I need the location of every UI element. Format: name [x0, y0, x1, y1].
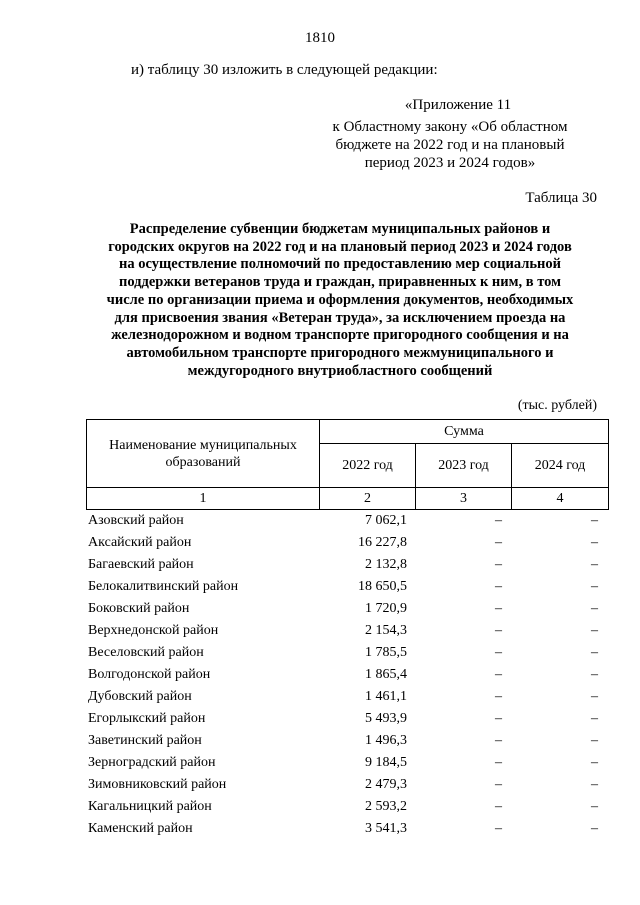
table-row [86, 774, 598, 796]
value-2024: – [591, 799, 598, 814]
table-row [86, 598, 598, 620]
appendix-line: бюджете на 2022 год и на плановый [335, 137, 565, 153]
table-row [86, 532, 598, 554]
table-label: Таблица 30 [525, 190, 597, 206]
table-row [86, 752, 598, 774]
table-row [86, 708, 598, 730]
value-2023: – [495, 535, 502, 550]
table-row [86, 796, 598, 818]
value-2023: – [495, 645, 502, 660]
value-2024: – [591, 645, 598, 660]
table-row [86, 818, 598, 840]
value-2024: – [591, 557, 598, 572]
value-2022: 16 227,8 [358, 535, 407, 550]
value-2024: – [591, 821, 598, 836]
value-2022: 2 132,8 [365, 557, 407, 572]
column-header-year: 2023 год [416, 444, 512, 488]
value-2024: – [591, 667, 598, 682]
heading-line: железнодорожном и водном транспорте пригородного сообщения и на [111, 327, 569, 344]
value-2023: – [495, 711, 502, 726]
column-number: 1 [87, 488, 320, 510]
column-header-sum: Сумма [320, 420, 609, 444]
value-2024: – [591, 733, 598, 748]
value-2023: – [495, 689, 502, 704]
units-label: (тыс. рублей) [517, 398, 597, 413]
value-2024: – [591, 755, 598, 770]
table-row [86, 620, 598, 642]
municipality-name: Егорлыкский район [88, 711, 206, 726]
page-number: 1810 [305, 30, 335, 46]
appendix-line: к Областному закону «Об областном [332, 119, 568, 135]
value-2022: 9 184,5 [365, 755, 407, 770]
municipality-name: Белокалитвинский район [88, 579, 239, 594]
value-2022: 2 593,2 [365, 799, 407, 814]
data-table [86, 510, 598, 840]
value-2023: – [495, 623, 502, 638]
value-2023: – [495, 601, 502, 616]
table-heading [90, 221, 590, 380]
value-2024: – [591, 535, 598, 550]
municipality-name: Волгодонской район [88, 667, 211, 682]
heading-line: числе по организации приема и оформления документов, необходимых [106, 291, 574, 308]
value-2023: – [495, 579, 502, 594]
municipality-name: Заветинский район [88, 733, 202, 748]
table-row [86, 510, 598, 532]
municipality-name: Зерноградский район [88, 755, 216, 770]
value-2022: 1 785,5 [365, 645, 407, 660]
value-2023: – [495, 777, 502, 792]
municipality-name: Каменский район [88, 821, 193, 836]
value-2024: – [591, 777, 598, 792]
appendix-reference [300, 96, 600, 172]
value-2022: 2 154,3 [365, 623, 407, 638]
table-row [86, 664, 598, 686]
value-2022: 1 461,1 [365, 689, 407, 704]
table-row [86, 686, 598, 708]
table-row [86, 576, 598, 598]
table-row [86, 642, 598, 664]
municipality-name: Веселовский район [88, 645, 204, 660]
value-2023: – [495, 755, 502, 770]
heading-line: на осуществление полномочий по предоставлению мер социальной [119, 256, 561, 273]
municipality-name: Азовский район [88, 513, 184, 528]
municipality-name: Верхнедонской район [88, 623, 219, 638]
table-header [86, 419, 609, 510]
value-2024: – [591, 623, 598, 638]
value-2022: 1 496,3 [365, 733, 407, 748]
heading-line: поддержки ветеранов труда и граждан, приравненных к ним, в том [118, 274, 561, 291]
municipality-name: Багаевский район [88, 557, 194, 572]
value-2022: 3 541,3 [365, 821, 407, 836]
value-2024: – [591, 579, 598, 594]
intro-text: и) таблицу 30 изложить в следующей редакции: [131, 62, 438, 78]
value-2023: – [495, 557, 502, 572]
value-2022: 1 865,4 [365, 667, 407, 682]
table-row [86, 730, 598, 752]
column-header-year: 2022 год [320, 444, 416, 488]
heading-line: для присвоения звания «Ветеран труда», за исключением проезда на [114, 309, 566, 326]
municipality-name: Боковский район [88, 601, 190, 616]
appendix-title: «Приложение 11 [404, 97, 512, 113]
value-2023: – [495, 799, 502, 814]
value-2024: – [591, 513, 598, 528]
column-header-year: 2024 год [512, 444, 609, 488]
value-2023: – [495, 513, 502, 528]
value-2022: 2 479,3 [365, 777, 407, 792]
column-number: 2 [320, 488, 416, 510]
value-2024: – [591, 689, 598, 704]
value-2023: – [495, 733, 502, 748]
value-2023: – [495, 667, 502, 682]
heading-line: Распределение субвенции бюджетам муниципальных районов и [129, 221, 551, 237]
appendix-line: период 2023 и 2024 годов» [364, 155, 536, 171]
column-number: 3 [416, 488, 512, 510]
municipality-name: Аксайский район [88, 535, 192, 550]
value-2023: – [495, 821, 502, 836]
column-number: 4 [512, 488, 609, 510]
municipality-name: Кагальницкий район [88, 799, 212, 814]
value-2022: 1 720,9 [365, 601, 407, 616]
value-2022: 7 062,1 [365, 513, 407, 528]
value-2024: – [591, 601, 598, 616]
municipality-name: Зимовниковский район [88, 777, 227, 792]
value-2022: 18 650,5 [358, 579, 407, 594]
heading-line: междугородного внутриобластного сообщений [187, 362, 493, 379]
table-row [86, 554, 598, 576]
heading-line: городских округов на 2022 год и на плановый период 2023 и 2024 годов [108, 238, 572, 255]
heading-line: автомобильном транспорте пригородного межмуниципального и [126, 344, 554, 361]
value-2024: – [591, 711, 598, 726]
value-2022: 5 493,9 [365, 711, 407, 726]
municipality-name: Дубовский район [88, 689, 192, 704]
column-header-name: Наименование муниципальных образований [87, 420, 320, 488]
